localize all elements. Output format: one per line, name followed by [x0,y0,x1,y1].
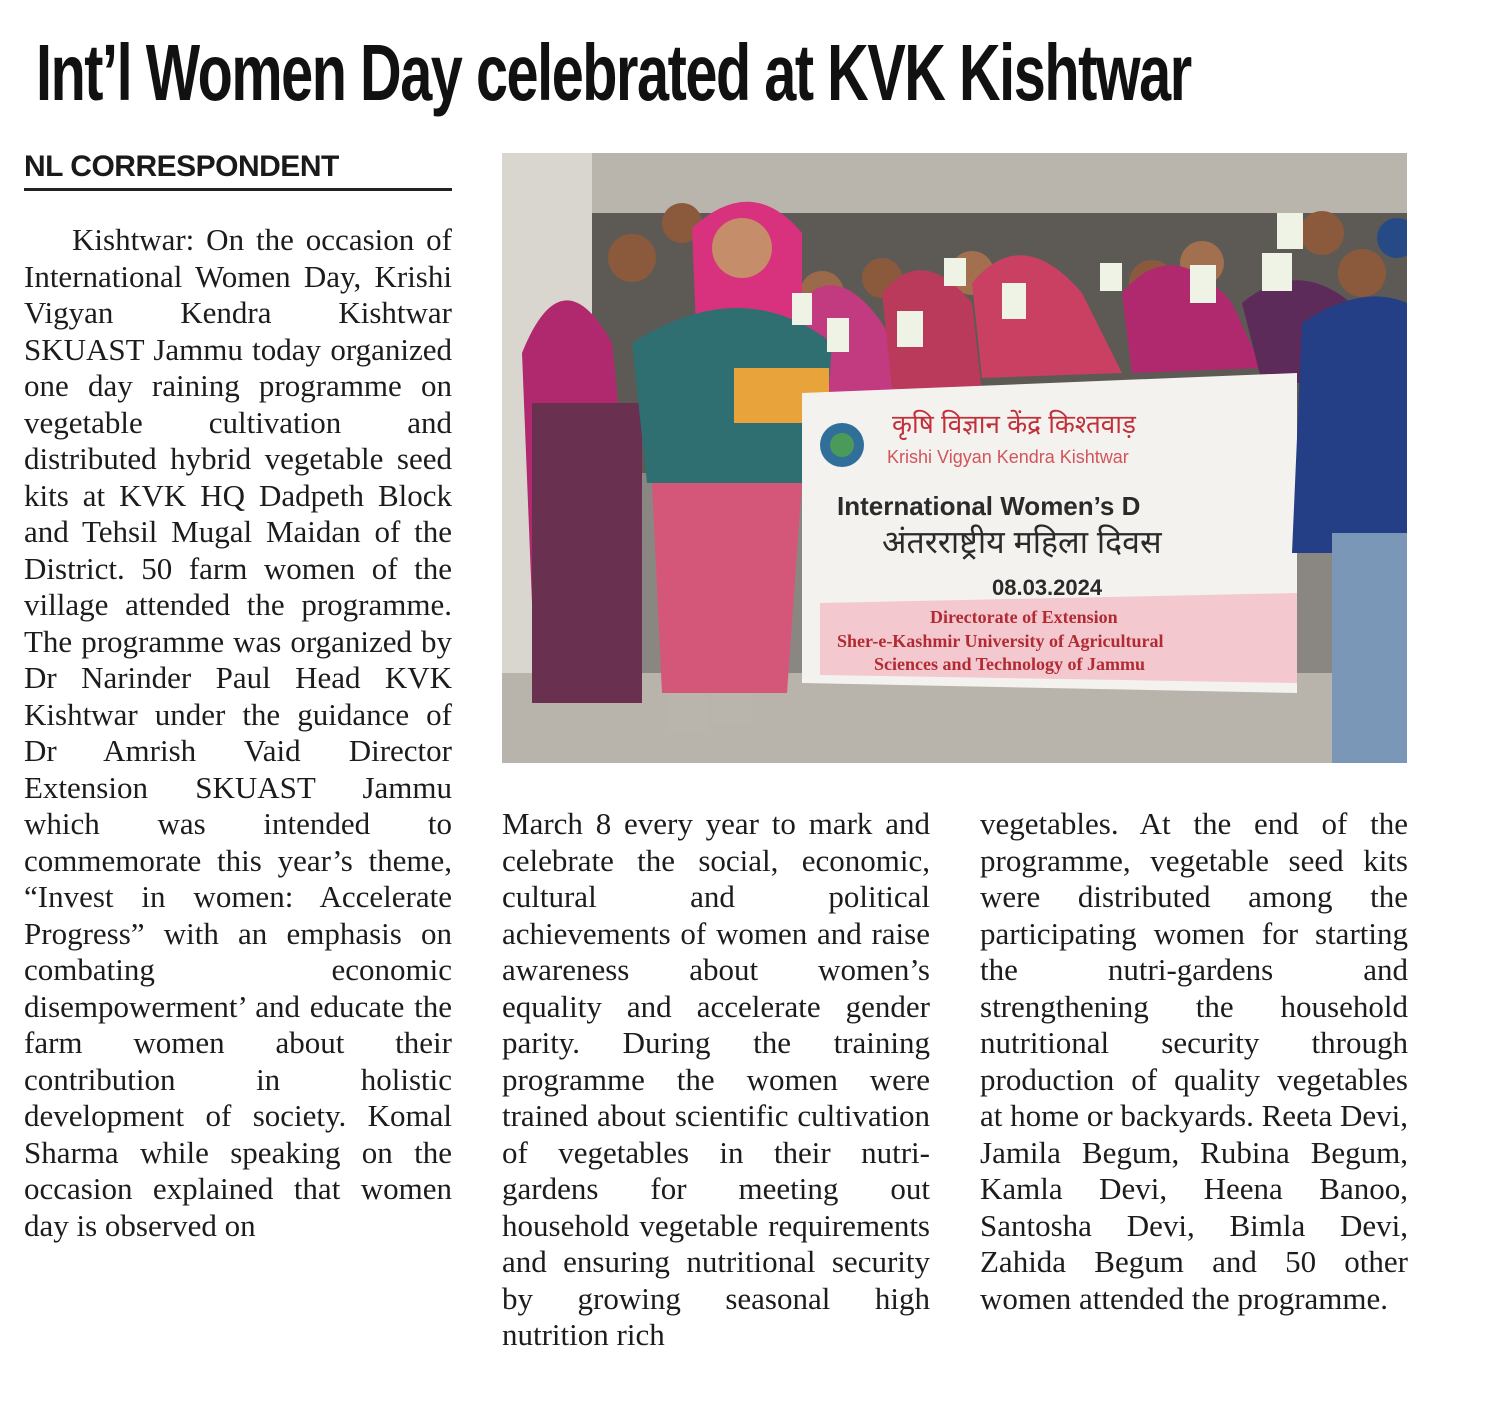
banner-org-line1: Directorate of Extension [930,607,1118,627]
banner-hindi-title: कृषि विज्ञान केंद्र किश्तवाड़ [892,409,1136,439]
article-column-1 [24,222,452,1244]
column-1-text: Kishtwar: On the occasion of International Women Day, Krishi Vigyan Kendra Kishtwar SKUAST Jammu today organized one day raining programme on vegetable cultivation and distributed hybrid vegetable seed kits at KVK HQ Dadpeth Block and Tehsil Mugal Maidan of the District. 50 farm women of the village attended the programme. The programme was organized by Dr Narinder Paul Head KVK Kishtwar under the guidance of Dr Amrish Vaid Director Extension SKUAST Jammu which was intended to commemorate this year’s theme, “Invest in women: Accelerate Progress” with an emphasis on combating economic disempowerment’ and educate the farm women about their contribution in holistic development of society. Komal Sharma while speaking on the occasion explained that women day is observed on [24,222,452,1243]
banner-date: 08.03.2024 [992,575,1103,600]
banner-org-line2: Sher-e-Kashmir University of Agricultural [837,631,1164,651]
article-byline: NL CORRESPONDENT [24,148,452,191]
column-2-text: March 8 every year to mark and celebrate the social, economic, cultural and political achievements of women and raise awareness about women’s equality and accelerate gender parity. During the training programme the women were trained about scientific cultivation of vegetables in their nutri-gardens for meeting out household vegetable requirements and ensuring nutritional security by growing seasonal high nutrition rich [502,806,930,1352]
article-column-3 [980,806,1408,1317]
article-column-2 [502,806,930,1354]
banner-event-hindi: अंतरराष्ट्रीय महिला दिवस [882,524,1162,560]
banner-english-title: Krishi Vigyan Kendra Kishtwar [887,447,1129,467]
article-headline: Int’l Women Day celebrated at KVK Kishtwar [36,28,1191,117]
photo-illustration [502,153,1407,763]
banner-event-name: International Women’s D [837,491,1141,521]
banner-org-line3: Sciences and Technology of Jammu [874,654,1146,674]
event-photo [502,153,1407,763]
column-3-text: vegetables. At the end of the programme, vegetable seed kits were distributed among the participating women for starting the nutri-gardens and strengthening the household nutritional security through production of quality vegetables at home or backyards. Reeta Devi, Jamila Begum, Rubina Begum, Kamla Devi, Heena Banoo, Santosha Devi, Bimla Devi, Zahida Begum and 50 other women attended the programme. [980,806,1408,1316]
